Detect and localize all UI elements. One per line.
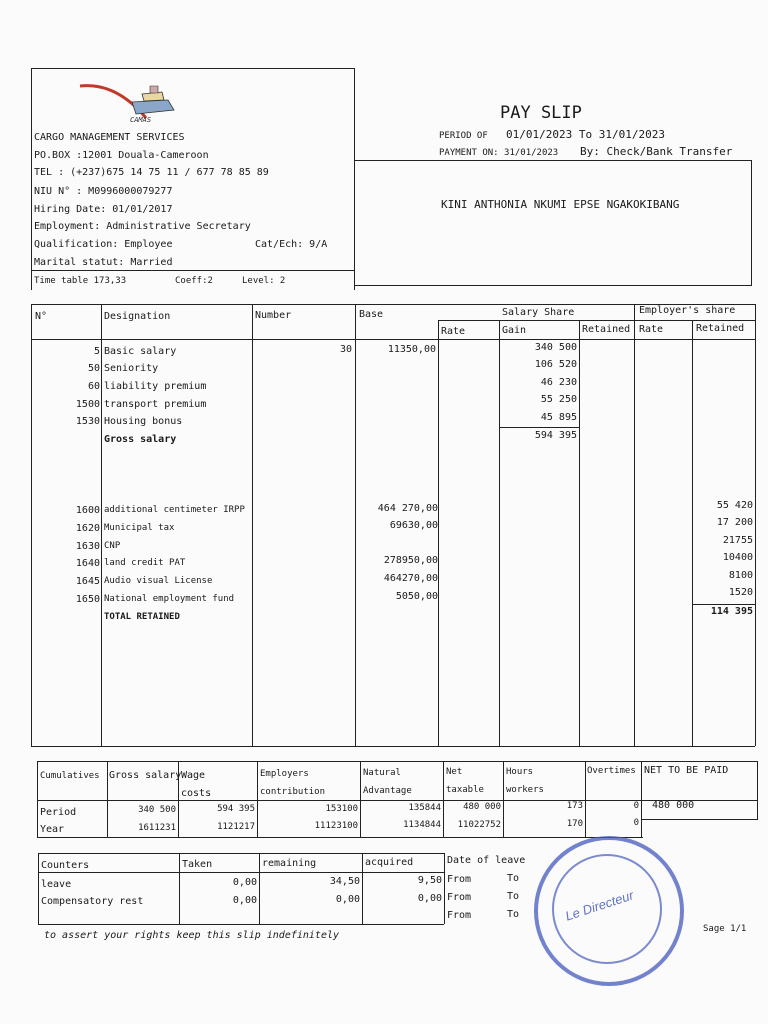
counters-bottom bbox=[38, 924, 444, 925]
cum-col-3 bbox=[257, 761, 258, 837]
cum-year-employers: 11123100 bbox=[314, 821, 358, 831]
main-col-2 bbox=[252, 304, 253, 746]
row-base: 464 270,00 bbox=[377, 503, 438, 514]
cum-period-gross: 340 500 bbox=[138, 805, 176, 815]
payment-method: By: Check/Bank Transfer bbox=[580, 145, 733, 158]
counters-header-bottom bbox=[38, 872, 444, 873]
header-gain: Gain bbox=[502, 325, 527, 336]
counters-col-2 bbox=[259, 853, 260, 924]
date-of-leave-label: Date of leave bbox=[447, 855, 526, 866]
header-employer-share: Employer's share bbox=[639, 305, 736, 316]
time-table: Time table 173,33 bbox=[34, 276, 127, 286]
row-base: 278950,00 bbox=[383, 555, 438, 566]
header-retained: Retained bbox=[582, 324, 631, 335]
cum-h-net-to-be-paid: NET TO BE PAID bbox=[644, 765, 729, 776]
counters-col-0 bbox=[38, 853, 39, 924]
cum-h-hours2: workers bbox=[506, 785, 544, 795]
logo-text: CAMAS bbox=[130, 116, 152, 124]
counter-acquired: 0,00 bbox=[417, 893, 442, 904]
cum-year-net: 11022752 bbox=[457, 820, 501, 830]
cum-year-label: Year bbox=[40, 824, 65, 835]
row-designation: Audio visual License bbox=[104, 576, 213, 586]
counter-remaining: 34,50 bbox=[329, 876, 360, 887]
cum-period-employers: 153100 bbox=[325, 804, 358, 814]
main-table-bottom bbox=[31, 746, 755, 747]
counters-col-4 bbox=[444, 853, 445, 924]
row-no: 1600 bbox=[75, 505, 100, 516]
row-employer-retained: 21755 bbox=[722, 535, 753, 546]
main-col-0 bbox=[31, 304, 32, 746]
net-to-be-paid-value: 480 000 bbox=[652, 800, 695, 811]
cum-h-wage: Wage bbox=[181, 770, 206, 781]
total-retained-label: TOTAL RETAINED bbox=[104, 612, 180, 622]
row-no: 1530 bbox=[75, 416, 100, 427]
company-pobox: PO.BOX :12001 Douala-Cameroon bbox=[34, 150, 209, 161]
header-number: Number bbox=[255, 310, 292, 321]
row-gain: 340 500 bbox=[534, 342, 577, 353]
cum-col-8 bbox=[641, 761, 642, 837]
company-stamp bbox=[534, 836, 684, 986]
row-no: 5 bbox=[93, 346, 100, 357]
total-line bbox=[692, 604, 755, 605]
gross-line bbox=[499, 427, 579, 428]
row-gain: 106 520 bbox=[534, 359, 577, 370]
row-employer-retained: 1520 bbox=[728, 587, 753, 598]
counters-h-taken: Taken bbox=[182, 859, 213, 870]
period-value: 01/01/2023 To 31/01/2023 bbox=[506, 128, 665, 141]
cum-h-natural2: Advantage bbox=[363, 786, 412, 796]
row-designation: Municipal tax bbox=[104, 523, 175, 533]
category: Cat/Ech: 9/A bbox=[255, 239, 328, 250]
row-gain: 55 250 bbox=[540, 394, 577, 405]
leave-to: To bbox=[507, 891, 520, 902]
cum-col-7 bbox=[585, 761, 586, 837]
header-no: N° bbox=[35, 311, 48, 322]
employee-name: KINI ANTHONIA NKUMI EPSE NGAKOKIBANG bbox=[441, 198, 680, 211]
hiring-date: Hiring Date: 01/01/2017 bbox=[34, 204, 173, 215]
row-employer-retained: 8100 bbox=[728, 570, 753, 581]
cum-col-6 bbox=[503, 761, 504, 837]
main-col-7 bbox=[634, 304, 635, 746]
gross-salary-label: Gross salary bbox=[104, 434, 177, 445]
row-gain: 46 230 bbox=[540, 377, 577, 388]
cum-col-4 bbox=[360, 761, 361, 837]
main-col-9 bbox=[755, 304, 756, 746]
main-col-6 bbox=[579, 320, 580, 746]
row-no: 1645 bbox=[75, 576, 100, 587]
leave-from: From bbox=[447, 910, 472, 921]
main-col-8 bbox=[692, 320, 693, 746]
header-left-side bbox=[31, 68, 32, 290]
row-number: 30 bbox=[339, 344, 352, 355]
cum-h-overtimes: Overtimes bbox=[587, 766, 636, 776]
cum-period-label: Period bbox=[40, 807, 77, 818]
row-base: 69630,00 bbox=[389, 520, 438, 531]
row-designation: Housing bonus bbox=[104, 416, 183, 427]
row-designation: transport premium bbox=[104, 399, 207, 410]
row-designation: Basic salary bbox=[104, 346, 177, 357]
counter-remaining: 0,00 bbox=[335, 894, 360, 905]
payment-date: PAYMENT ON: 31/01/2023 bbox=[439, 148, 559, 158]
cum-col-9 bbox=[757, 761, 758, 820]
row-base: 5050,00 bbox=[395, 591, 438, 602]
gross-salary-value: 594 395 bbox=[534, 430, 577, 441]
row-no: 60 bbox=[87, 381, 100, 392]
cum-h-cumulatives: Cumulatives bbox=[40, 771, 100, 781]
row-base: 11350,00 bbox=[387, 344, 436, 355]
main-col-1 bbox=[101, 304, 102, 746]
cum-col-5 bbox=[443, 761, 444, 837]
qualification: Qualification: Employee bbox=[34, 239, 173, 250]
header-salary-share: Salary Share bbox=[502, 307, 575, 318]
cum-bottom bbox=[37, 837, 643, 838]
row-base: 464270,00 bbox=[383, 573, 438, 584]
row-no: 1500 bbox=[75, 399, 100, 410]
cum-col-1 bbox=[107, 761, 108, 837]
cum-h-employers2: contribution bbox=[260, 787, 326, 797]
counters-col-3 bbox=[362, 853, 363, 924]
header-left-mid bbox=[31, 270, 354, 271]
counters-h-counters: Counters bbox=[41, 860, 90, 871]
counter-acquired: 9,50 bbox=[417, 875, 442, 886]
row-no: 1650 bbox=[75, 594, 100, 605]
name-box-bottom bbox=[354, 285, 752, 286]
cum-h-net: Net bbox=[446, 767, 463, 777]
row-designation: liability premium bbox=[104, 381, 207, 392]
footer-note: to assert your rights keep this slip indefinitely bbox=[44, 930, 340, 941]
cum-col-0 bbox=[37, 761, 38, 837]
name-box-top bbox=[354, 160, 752, 161]
employment: Employment: Administrative Secretary bbox=[34, 221, 251, 232]
row-employer-retained: 55 420 bbox=[716, 500, 753, 511]
cum-h-hours: Hours bbox=[506, 767, 534, 777]
cum-h-wage2: costs bbox=[181, 788, 212, 799]
counters-h-remaining: remaining bbox=[262, 858, 317, 869]
counters-top bbox=[38, 853, 444, 854]
cum-right-bottom bbox=[641, 819, 757, 820]
main-table-header-bottom bbox=[31, 339, 755, 340]
cum-h-natural: Natural bbox=[363, 768, 401, 778]
counter-label: Compensatory rest bbox=[41, 896, 144, 907]
leave-to: To bbox=[507, 873, 520, 884]
counters-col-1 bbox=[179, 853, 180, 924]
row-no: 1630 bbox=[75, 541, 100, 552]
leave-from: From bbox=[447, 892, 472, 903]
main-col-4 bbox=[438, 320, 439, 746]
cum-period-wage: 594 395 bbox=[217, 804, 255, 814]
counter-taken: 0,00 bbox=[232, 877, 257, 888]
row-designation: National employment fund bbox=[104, 594, 235, 604]
company-name: CARGO MANAGEMENT SERVICES bbox=[34, 132, 185, 143]
cum-year-gross: 1611231 bbox=[138, 823, 176, 833]
row-designation: CNP bbox=[104, 541, 121, 551]
cum-period-net: 480 000 bbox=[463, 802, 501, 812]
salary-share-sub bbox=[438, 320, 755, 321]
row-no: 1640 bbox=[75, 558, 100, 569]
row-employer-retained: 10400 bbox=[722, 552, 753, 563]
cum-year-overtimes: 0 bbox=[633, 818, 639, 828]
page-number: Sage 1/1 bbox=[703, 924, 747, 934]
cum-h-employers: Employers bbox=[260, 769, 309, 779]
row-gain: 45 895 bbox=[540, 412, 577, 423]
leave-from: From bbox=[447, 874, 472, 885]
cum-period-overtimes: 0 bbox=[633, 801, 639, 811]
header-designation: Designation bbox=[104, 311, 171, 322]
cum-period-hours: 173 bbox=[566, 801, 583, 811]
cum-year-wage: 1121217 bbox=[217, 822, 255, 832]
coeff: Coeff:2 bbox=[175, 276, 213, 286]
row-designation: land credit PAT bbox=[104, 558, 186, 568]
cum-header-bottom bbox=[37, 800, 757, 801]
page-title: PAY SLIP bbox=[500, 103, 582, 123]
row-no: 1620 bbox=[75, 523, 100, 534]
company-tel: TEL : (+237)675 14 75 11 / 677 78 85 89 bbox=[34, 167, 269, 178]
level: Level: 2 bbox=[242, 276, 286, 286]
row-designation: additional centimeter IRPP bbox=[104, 505, 245, 515]
cum-top bbox=[37, 761, 757, 762]
cum-h-gross: Gross salary bbox=[109, 770, 182, 781]
row-employer-retained: 17 200 bbox=[716, 517, 753, 528]
cum-h-net2: taxable bbox=[446, 785, 484, 795]
header-base: Base bbox=[359, 309, 384, 320]
period-label: PERIOD OF bbox=[439, 131, 488, 141]
row-no: 50 bbox=[87, 363, 100, 374]
leave-to: To bbox=[507, 909, 520, 920]
name-box-right bbox=[751, 160, 752, 285]
main-col-5 bbox=[499, 320, 500, 746]
header-rate: Rate bbox=[441, 326, 466, 337]
header-employer-retained: Retained bbox=[696, 323, 745, 334]
stamp-center-text: Le Directeur bbox=[563, 887, 636, 924]
main-col-3 bbox=[355, 304, 356, 746]
row-designation: Seniority bbox=[104, 363, 159, 374]
total-retained-value: 114 395 bbox=[710, 606, 753, 617]
counter-taken: 0,00 bbox=[232, 895, 257, 906]
header-right-side bbox=[354, 68, 355, 290]
company-niu: NIU N° : M0996000079277 bbox=[34, 186, 173, 197]
cum-period-natural: 135844 bbox=[408, 803, 441, 813]
header-left-top bbox=[31, 68, 354, 69]
cum-year-hours: 170 bbox=[566, 819, 583, 829]
counters-h-acquired: acquired bbox=[365, 857, 414, 868]
marital-status: Marital statut: Married bbox=[34, 257, 173, 268]
header-employer-rate: Rate bbox=[639, 324, 664, 335]
cum-year-natural: 1134844 bbox=[403, 820, 441, 830]
counter-label: leave bbox=[41, 879, 72, 890]
